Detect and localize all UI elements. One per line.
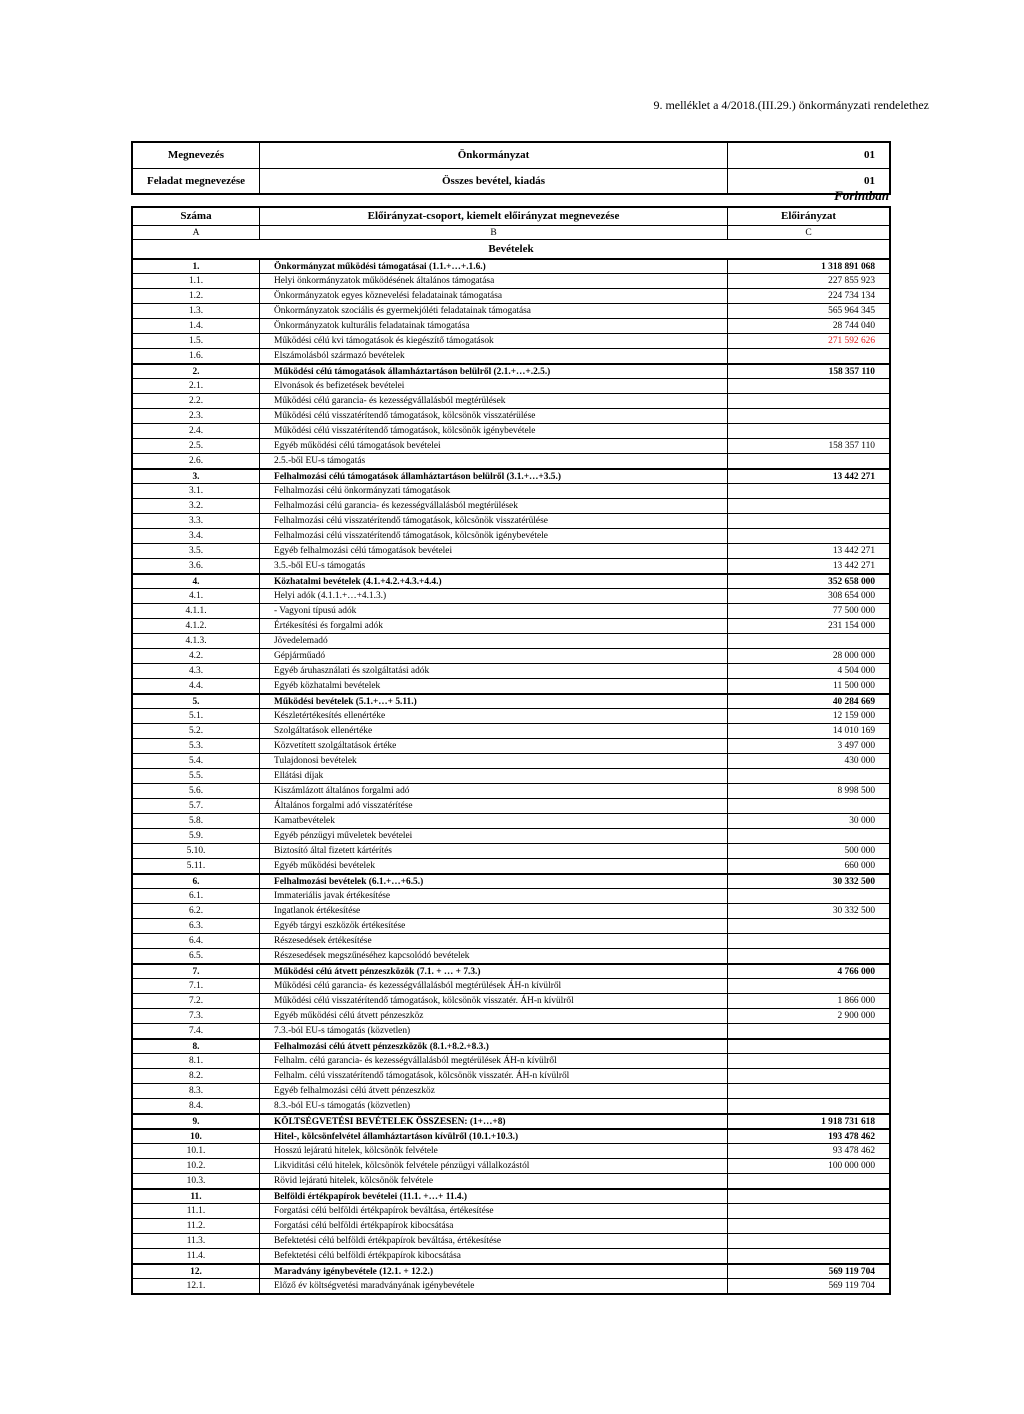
row-name: Önkormányzatok egyes köznevelési feladatainak támogatása bbox=[260, 289, 728, 303]
row-number: 1.2. bbox=[133, 289, 260, 303]
row-name: Egyéb tárgyi eszközök értékesítése bbox=[260, 919, 728, 933]
row-amount bbox=[728, 394, 889, 408]
row-name: Ellátási díjak bbox=[260, 769, 728, 783]
table-row bbox=[133, 573, 889, 588]
table-row bbox=[133, 978, 889, 993]
row-amount bbox=[728, 949, 889, 963]
column-header-row bbox=[133, 208, 889, 225]
row-amount bbox=[728, 634, 889, 648]
table-row bbox=[133, 273, 889, 288]
document-caption: 9. melléklet a 4/2018.(III.29.) önkormányzati rendelethez bbox=[653, 98, 929, 112]
row-amount: 193 478 462 bbox=[828, 1132, 875, 1142]
table-row bbox=[133, 813, 889, 828]
row-amount bbox=[728, 1054, 889, 1068]
row-number: 6.2. bbox=[133, 904, 260, 918]
row-number: 5.1. bbox=[133, 709, 260, 723]
table-row bbox=[133, 408, 889, 423]
row-number: 2.1. bbox=[133, 379, 260, 393]
row-number: 2.3. bbox=[133, 409, 260, 423]
row-number: 5.2. bbox=[133, 724, 260, 738]
row-name: Elvonások és befizetések bevételei bbox=[260, 379, 728, 393]
row-number: 1.6. bbox=[133, 349, 260, 363]
row-amount: 1 918 731 618 bbox=[821, 1117, 875, 1127]
row-name: Felhalm. célú visszatérítendő támogatások, kölcsönök visszatér. ÁH-n kívülről bbox=[260, 1069, 728, 1083]
row-amount: 13 442 271 bbox=[832, 546, 875, 556]
row-name: Elszámolásból származó bevételek bbox=[260, 349, 728, 363]
table-row bbox=[133, 318, 889, 333]
row-amount: 352 658 000 bbox=[828, 577, 875, 587]
row-name: Felhalmozási célú garancia- és kezességvállalásból megtérülések bbox=[260, 499, 728, 513]
row-amount: 30 000 bbox=[849, 816, 875, 826]
row-name: Önkormányzatok szociális és gyermekjóléti feladatainak támogatása bbox=[260, 304, 728, 318]
row-amount bbox=[728, 424, 889, 438]
row-amount bbox=[728, 499, 889, 513]
row-name: Közvetített szolgáltatások értéke bbox=[260, 739, 728, 753]
header-code: 01 bbox=[864, 149, 875, 162]
row-name: Előző év költségvetési maradványának igénybevétele bbox=[260, 1279, 728, 1293]
row-name: Közhatalmi bevételek (4.1.+4.2.+4.3.+4.4.) bbox=[260, 575, 728, 588]
row-name: Felhalmozási célú támogatások államháztartáson belülről (3.1.+…+3.5.) bbox=[260, 470, 728, 483]
row-number: 3.4. bbox=[133, 529, 260, 543]
row-number: 5.10. bbox=[133, 844, 260, 858]
column-letter-row bbox=[133, 225, 889, 239]
row-number: 7. bbox=[133, 965, 260, 978]
row-amount: 4 766 000 bbox=[837, 967, 875, 977]
row-number: 7.2. bbox=[133, 994, 260, 1008]
header-row bbox=[133, 143, 889, 168]
column-letter-a: A bbox=[133, 226, 260, 239]
row-amount: 100 000 000 bbox=[828, 1161, 875, 1171]
row-name: Készletértékesítés ellenértéke bbox=[260, 709, 728, 723]
row-name: Immateriális javak értékesítése bbox=[260, 889, 728, 903]
row-amount: 93 478 462 bbox=[832, 1146, 875, 1156]
row-name: Maradvány igénybevétele (12.1. + 12.2.) bbox=[260, 1265, 728, 1278]
row-amount bbox=[728, 1099, 889, 1113]
row-number: 7.3. bbox=[133, 1009, 260, 1023]
row-name: 2.5.-ből EU-s támogatás bbox=[260, 454, 728, 468]
row-number: 4.1. bbox=[133, 589, 260, 603]
row-amount bbox=[728, 1174, 889, 1188]
row-amount bbox=[728, 1069, 889, 1083]
row-name: Egyéb működési célú átvett pénzeszköz bbox=[260, 1009, 728, 1023]
table-row bbox=[133, 783, 889, 798]
table-row bbox=[133, 678, 889, 693]
column-letter-b: B bbox=[260, 226, 728, 239]
currency-unit: Forintban bbox=[834, 188, 889, 203]
row-amount bbox=[728, 1084, 889, 1098]
row-number: 1.5. bbox=[133, 334, 260, 348]
table-row bbox=[133, 648, 889, 663]
table-row bbox=[133, 288, 889, 303]
table-row bbox=[133, 738, 889, 753]
row-name: Működési célú visszatérítendő támogatások, kölcsönök igénybevétele bbox=[260, 424, 728, 438]
table-row bbox=[133, 1203, 889, 1218]
row-amount: 2 900 000 bbox=[837, 1011, 875, 1021]
row-number: 2.6. bbox=[133, 454, 260, 468]
row-amount bbox=[728, 919, 889, 933]
row-number: 12. bbox=[133, 1265, 260, 1278]
row-amount bbox=[728, 1024, 889, 1038]
row-name: Működési célú átvett pénzeszközök (7.1. + … + 7.3.) bbox=[260, 965, 728, 978]
row-name: Működési bevételek (5.1.+…+ 5.11.) bbox=[260, 695, 728, 708]
row-amount: 3 497 000 bbox=[837, 741, 875, 751]
row-number: 5.3. bbox=[133, 739, 260, 753]
header-name: Összes bevétel, kiadás bbox=[260, 169, 728, 194]
row-number: 5.5. bbox=[133, 769, 260, 783]
table-row bbox=[133, 1128, 889, 1143]
row-amount: 30 332 500 bbox=[832, 877, 875, 887]
row-amount: 4 504 000 bbox=[837, 666, 875, 676]
row-number: 5.11. bbox=[133, 859, 260, 873]
row-name: Forgatási célú belföldi értékpapírok beváltása, értékesítése bbox=[260, 1204, 728, 1218]
table-row bbox=[133, 348, 889, 363]
row-amount bbox=[728, 1204, 889, 1218]
row-number: 6.3. bbox=[133, 919, 260, 933]
table-row bbox=[133, 333, 889, 348]
table-row bbox=[133, 948, 889, 963]
table-row bbox=[133, 1008, 889, 1023]
row-amount: 158 357 110 bbox=[828, 367, 875, 377]
table-row bbox=[133, 1173, 889, 1188]
row-number: 8.3. bbox=[133, 1084, 260, 1098]
column-header-amount: Előirányzat bbox=[781, 210, 836, 222]
row-name: Egyéb pénzügyi műveletek bevételei bbox=[260, 829, 728, 843]
table-row bbox=[133, 1023, 889, 1038]
table-row bbox=[133, 558, 889, 573]
table-row bbox=[133, 903, 889, 918]
row-amount: 13 442 271 bbox=[832, 561, 875, 571]
table-row bbox=[133, 888, 889, 903]
table-row bbox=[133, 798, 889, 813]
table-row bbox=[133, 438, 889, 453]
header-label: Feladat megnevezése bbox=[133, 169, 260, 194]
row-amount: 11 500 000 bbox=[833, 681, 875, 691]
table-row bbox=[133, 1098, 889, 1113]
header-name: Önkormányzat bbox=[260, 143, 728, 168]
row-name: Kamatbevételek bbox=[260, 814, 728, 828]
table-row bbox=[133, 1113, 889, 1128]
table-row bbox=[133, 393, 889, 408]
row-name: Helyi önkormányzatok működésének általános támogatása bbox=[260, 274, 728, 288]
table-row bbox=[133, 918, 889, 933]
table-row bbox=[133, 708, 889, 723]
table-row bbox=[133, 528, 889, 543]
row-name: Ingatlanok értékesítése bbox=[260, 904, 728, 918]
row-amount bbox=[728, 889, 889, 903]
table-row bbox=[133, 753, 889, 768]
row-name: Önkormányzat működési támogatásai (1.1.+…+.1.6.) bbox=[260, 260, 728, 273]
row-name: Felhalm. célú garancia- és kezességvállalásból megtérülések ÁH-n kívülről bbox=[260, 1054, 728, 1068]
row-amount: 271 592 626 bbox=[828, 336, 875, 346]
table-body bbox=[133, 258, 889, 1293]
row-name: Tulajdonosi bevételek bbox=[260, 754, 728, 768]
row-name: Hosszú lejáratú hitelek, kölcsönök felvétele bbox=[260, 1144, 728, 1158]
row-number: 11.4. bbox=[133, 1249, 260, 1263]
row-name: Felhalmozási célú önkormányzati támogatások bbox=[260, 484, 728, 498]
table-row bbox=[133, 873, 889, 888]
header-label: Megnevezés bbox=[133, 143, 260, 168]
table-row bbox=[133, 618, 889, 633]
row-name: Felhalmozási célú átvett pénzeszközök (8.1.+8.2.+8.3.) bbox=[260, 1040, 728, 1053]
row-number: 5.6. bbox=[133, 784, 260, 798]
row-name: KÖLTSÉGVETÉSI BEVÉTELEK ÖSSZESEN: (1+…+8) bbox=[260, 1115, 728, 1128]
row-number: 12.1. bbox=[133, 1279, 260, 1293]
row-number: 10. bbox=[133, 1130, 260, 1143]
row-name: Működési célú garancia- és kezességvállalásból megtérülések bbox=[260, 394, 728, 408]
row-number: 2.2. bbox=[133, 394, 260, 408]
row-amount: 14 010 169 bbox=[832, 726, 875, 736]
row-amount: 660 000 bbox=[844, 861, 875, 871]
row-name: Részesedések megszűnéséhez kapcsolódó bevételek bbox=[260, 949, 728, 963]
row-number: 4.2. bbox=[133, 649, 260, 663]
row-name: 7.3.-ból EU-s támogatás (közvetlen) bbox=[260, 1024, 728, 1038]
row-number: 7.4. bbox=[133, 1024, 260, 1038]
row-name: Belföldi értékpapírok bevételei (11.1. +…+ 11.4.) bbox=[260, 1190, 728, 1203]
table-row bbox=[133, 483, 889, 498]
row-name: Forgatási célú belföldi értékpapírok kibocsátása bbox=[260, 1219, 728, 1233]
table-row bbox=[133, 963, 889, 978]
row-amount: 569 119 704 bbox=[828, 1267, 875, 1277]
row-amount bbox=[728, 829, 889, 843]
row-number: 1.3. bbox=[133, 304, 260, 318]
row-amount: 30 332 500 bbox=[832, 906, 875, 916]
row-amount: 1 866 000 bbox=[837, 996, 875, 1006]
row-name: Működési célú garancia- és kezességvállalásból megtérülések ÁH-n kívülről bbox=[260, 979, 728, 993]
row-amount bbox=[728, 529, 889, 543]
row-amount bbox=[728, 1040, 889, 1053]
row-number: 3.2. bbox=[133, 499, 260, 513]
row-name: Befektetési célú belföldi értékpapírok beváltása, értékesítése bbox=[260, 1234, 728, 1248]
row-amount bbox=[728, 454, 889, 468]
row-amount: 1 318 891 068 bbox=[821, 262, 875, 272]
table-row bbox=[133, 768, 889, 783]
table-row bbox=[133, 423, 889, 438]
row-number: 10.2. bbox=[133, 1159, 260, 1173]
table-row bbox=[133, 378, 889, 393]
row-name: Befektetési célú belföldi értékpapírok kibocsátása bbox=[260, 1249, 728, 1263]
row-amount: 12 159 000 bbox=[832, 711, 875, 721]
row-number: 3.6. bbox=[133, 559, 260, 573]
row-number: 5.8. bbox=[133, 814, 260, 828]
table-row bbox=[133, 588, 889, 603]
row-name: Működési célú visszatérítendő támogatások, kölcsönök visszatérülése bbox=[260, 409, 728, 423]
row-number: 5.4. bbox=[133, 754, 260, 768]
row-name: Általános forgalmi adó visszatérítése bbox=[260, 799, 728, 813]
table-row bbox=[133, 543, 889, 558]
row-number: 3.1. bbox=[133, 484, 260, 498]
row-name: Egyéb áruhasználati és szolgáltatási adók bbox=[260, 664, 728, 678]
row-amount: 569 119 704 bbox=[828, 1281, 875, 1291]
row-number: 8. bbox=[133, 1040, 260, 1053]
table-row bbox=[133, 1143, 889, 1158]
section-title: Bevételek bbox=[133, 239, 889, 258]
table-row bbox=[133, 513, 889, 528]
row-number: 4.3. bbox=[133, 664, 260, 678]
row-amount: 28 000 000 bbox=[832, 651, 875, 661]
header-code: 01 bbox=[864, 174, 875, 187]
table-row bbox=[133, 363, 889, 378]
table-row bbox=[133, 993, 889, 1008]
table-row bbox=[133, 933, 889, 948]
row-number: 4.1.2. bbox=[133, 619, 260, 633]
row-number: 5.7. bbox=[133, 799, 260, 813]
row-amount: 565 964 345 bbox=[828, 306, 875, 316]
row-name: Egyéb működési bevételek bbox=[260, 859, 728, 873]
row-name: Értékesítési és forgalmi adók bbox=[260, 619, 728, 633]
row-number: 11. bbox=[133, 1190, 260, 1203]
table-row bbox=[133, 1263, 889, 1278]
row-name: Működési célú támogatások államháztartáson belülről (2.1.+…+.2.5.) bbox=[260, 365, 728, 378]
row-amount bbox=[728, 1249, 889, 1263]
row-name: - Vagyoni típusú adók bbox=[260, 604, 728, 618]
row-name: Működési célú visszatérítendő támogatások, kölcsönök visszatér. ÁH-n kívülről bbox=[260, 994, 728, 1008]
row-amount: 77 500 000 bbox=[832, 606, 875, 616]
table-row bbox=[133, 723, 889, 738]
row-number: 6. bbox=[133, 875, 260, 888]
row-name: Helyi adók (4.1.1.+…+4.1.3.) bbox=[260, 589, 728, 603]
row-number: 8.1. bbox=[133, 1054, 260, 1068]
row-amount bbox=[728, 799, 889, 813]
table-row bbox=[133, 843, 889, 858]
row-number: 4.1.3. bbox=[133, 634, 260, 648]
row-name: 8.3.-ból EU-s támogatás (közvetlen) bbox=[260, 1099, 728, 1113]
row-name: Kiszámlázott általános forgalmi adó bbox=[260, 784, 728, 798]
table-row bbox=[133, 828, 889, 843]
row-number: 5.9. bbox=[133, 829, 260, 843]
row-name: Részesedések értékesítése bbox=[260, 934, 728, 948]
row-amount: 231 154 000 bbox=[828, 621, 875, 631]
row-amount: 227 855 923 bbox=[828, 276, 875, 286]
column-header-num: Száma bbox=[133, 208, 260, 225]
table-row bbox=[133, 303, 889, 318]
header-row bbox=[133, 168, 889, 194]
row-number: 4.1.1. bbox=[133, 604, 260, 618]
row-name: 3.5.-ből EU-s támogatás bbox=[260, 559, 728, 573]
row-amount: 8 998 500 bbox=[837, 786, 875, 796]
table-row bbox=[133, 603, 889, 618]
row-number: 11.3. bbox=[133, 1234, 260, 1248]
row-amount: 28 744 040 bbox=[832, 321, 875, 331]
column-letter-c: C bbox=[805, 228, 812, 238]
table-row bbox=[133, 498, 889, 513]
row-number: 6.5. bbox=[133, 949, 260, 963]
row-number: 2.4. bbox=[133, 424, 260, 438]
row-number: 3. bbox=[133, 470, 260, 483]
row-amount: 158 357 110 bbox=[828, 441, 875, 451]
row-number: 11.2. bbox=[133, 1219, 260, 1233]
row-name: Biztosító által fizetett kártérítés bbox=[260, 844, 728, 858]
row-number: 10.3. bbox=[133, 1174, 260, 1188]
row-name: Egyéb felhalmozási célú átvett pénzeszköz bbox=[260, 1084, 728, 1098]
row-amount: 430 000 bbox=[844, 756, 875, 766]
table-row bbox=[133, 1083, 889, 1098]
row-name: Rövid lejáratú hitelek, kölcsönök felvétele bbox=[260, 1174, 728, 1188]
row-amount bbox=[728, 409, 889, 423]
row-amount bbox=[728, 484, 889, 498]
row-name: Felhalmozási bevételek (6.1.+…+6.5.) bbox=[260, 875, 728, 888]
row-name: Likviditási célú hitelek, kölcsönök felvétele pénzügyi vállalkozástól bbox=[260, 1159, 728, 1173]
row-number: 2. bbox=[133, 365, 260, 378]
row-name: Egyéb közhatalmi bevételek bbox=[260, 679, 728, 693]
row-amount bbox=[728, 514, 889, 528]
row-name: Működési célú kvi támogatások és kiegészítő támogatások bbox=[260, 334, 728, 348]
row-number: 1.4. bbox=[133, 319, 260, 333]
row-amount bbox=[728, 979, 889, 993]
table-row bbox=[133, 1248, 889, 1263]
row-name: Egyéb működési célú támogatások bevételei bbox=[260, 439, 728, 453]
table-row bbox=[133, 468, 889, 483]
row-number: 11.1. bbox=[133, 1204, 260, 1218]
row-number: 3.5. bbox=[133, 544, 260, 558]
row-name: Hitel-, kölcsönfelvétel államháztartáson kívülről (10.1.+10.3.) bbox=[260, 1130, 728, 1143]
row-amount: 13 442 271 bbox=[832, 472, 875, 482]
row-number: 4.4. bbox=[133, 679, 260, 693]
row-number: 7.1. bbox=[133, 979, 260, 993]
row-amount: 224 734 134 bbox=[828, 291, 875, 301]
row-number: 1.1. bbox=[133, 274, 260, 288]
row-number: 3.3. bbox=[133, 514, 260, 528]
row-amount: 40 284 669 bbox=[832, 697, 875, 707]
row-number: 4. bbox=[133, 575, 260, 588]
row-name: Önkormányzatok kulturális feladatainak támogatása bbox=[260, 319, 728, 333]
row-number: 8.4. bbox=[133, 1099, 260, 1113]
table-row bbox=[133, 693, 889, 708]
table-row bbox=[133, 1158, 889, 1173]
column-header-name: Előirányzat-csoport, kiemelt előirányzat megnevezése bbox=[260, 208, 728, 225]
row-number: 8.2. bbox=[133, 1069, 260, 1083]
table-row bbox=[133, 663, 889, 678]
row-amount: 308 654 000 bbox=[828, 591, 875, 601]
table-row bbox=[133, 858, 889, 873]
table-row bbox=[133, 258, 889, 273]
row-number: 2.5. bbox=[133, 439, 260, 453]
table-row bbox=[133, 1188, 889, 1203]
table-row bbox=[133, 1218, 889, 1233]
row-number: 5. bbox=[133, 695, 260, 708]
row-name: Jövedelemadó bbox=[260, 634, 728, 648]
row-name: Egyéb felhalmozási célú támogatások bevételei bbox=[260, 544, 728, 558]
row-name: Szolgáltatások ellenértéke bbox=[260, 724, 728, 738]
row-amount bbox=[728, 379, 889, 393]
row-name: Felhalmozási célú visszatérítendő támogatások, kölcsönök igénybevétele bbox=[260, 529, 728, 543]
row-number: 6.4. bbox=[133, 934, 260, 948]
row-amount bbox=[728, 769, 889, 783]
row-amount bbox=[728, 1190, 889, 1203]
budget-table bbox=[131, 206, 891, 1295]
table-row bbox=[133, 633, 889, 648]
table-row bbox=[133, 1233, 889, 1248]
row-amount bbox=[728, 1219, 889, 1233]
row-number: 1. bbox=[133, 260, 260, 273]
row-number: 9. bbox=[133, 1115, 260, 1128]
table-row bbox=[133, 453, 889, 468]
row-amount bbox=[728, 934, 889, 948]
row-number: 10.1. bbox=[133, 1144, 260, 1158]
header-table bbox=[131, 141, 891, 195]
row-amount bbox=[728, 349, 889, 363]
table-row bbox=[133, 1038, 889, 1053]
row-amount: 500 000 bbox=[844, 846, 875, 856]
table-row bbox=[133, 1068, 889, 1083]
row-amount bbox=[728, 1234, 889, 1248]
row-name: Gépjárműadó bbox=[260, 649, 728, 663]
table-row bbox=[133, 1278, 889, 1293]
row-number: 6.1. bbox=[133, 889, 260, 903]
table-row bbox=[133, 1053, 889, 1068]
row-name: Felhalmozási célú visszatérítendő támogatások, kölcsönök visszatérülése bbox=[260, 514, 728, 528]
